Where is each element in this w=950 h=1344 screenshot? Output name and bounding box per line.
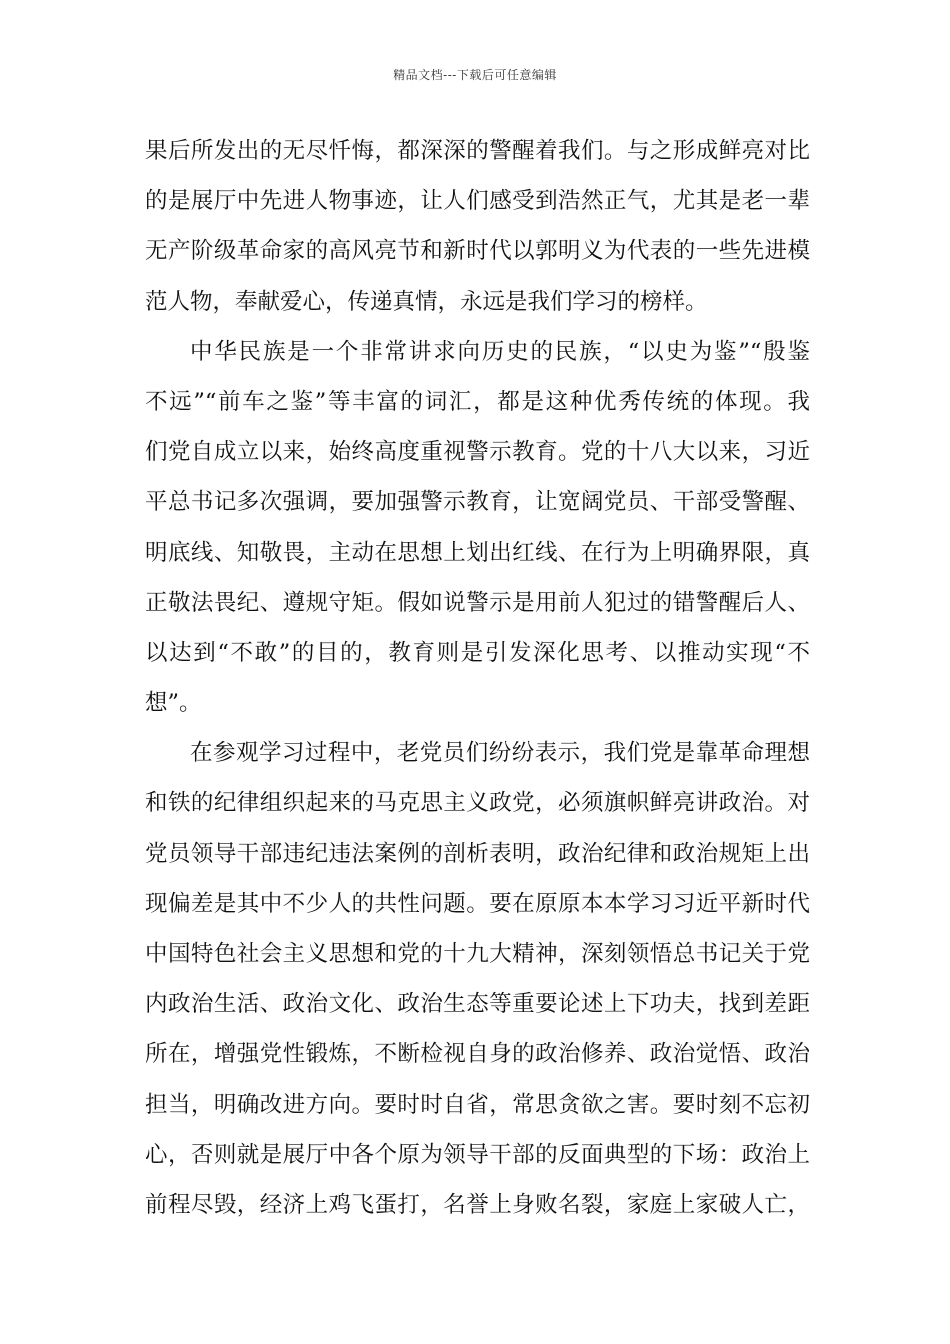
text-line: 们党自成立以来，始终高度重视警示教育。党的十八大以来，习近 bbox=[145, 439, 810, 466]
text-line: 党员领导干部违纪违法案例的剖析表明，政治纪律和政治规矩上出 bbox=[145, 840, 810, 867]
text-line: 以达到“不敢”的目的，教育则是引发深化思考、以推动实现“不 bbox=[145, 639, 810, 666]
text-line: 想”。 bbox=[145, 690, 202, 717]
text-line: 中国特色社会主义思想和党的十九大精神，深刻领悟总书记关于党 bbox=[145, 941, 810, 967]
text-line: 不远”“前车之鉴”等丰富的词汇，都是这种优秀传统的体现。我 bbox=[145, 388, 810, 415]
text-line: 内政治生活、政治文化、政治生态等重要论述上下功夫，找到差距 bbox=[145, 991, 810, 1018]
text-line: 前程尽毁，经济上鸡飞蛋打，名誉上身败名裂，家庭上家破人亡， bbox=[145, 1191, 810, 1218]
text-line: 范人物，奉献爱心，传递真情，永远是我们学习的榜样。 bbox=[145, 288, 708, 315]
text-line: 果后所发出的无尽忏悔，都深深的警醒着我们。与之形成鲜亮对比 bbox=[145, 138, 810, 164]
text-line: 中华民族是一个非常讲求向历史的民族，“以史为鉴”“殷鉴 bbox=[190, 338, 810, 365]
document-body bbox=[145, 132, 810, 1236]
text-line: 和铁的纪律组织起来的马克思主义政党，必须旗帜鲜亮讲政治。对 bbox=[145, 790, 810, 817]
text-line: 在参观学习过程中，老党员们纷纷表示，我们党是靠革命理想 bbox=[190, 740, 810, 767]
text-line: 明底线、知敬畏，主动在思想上划出红线、在行为上明确界限，真 bbox=[145, 539, 810, 566]
text-line: 现偏差是其中不少人的共性问题。要在原原本本学习习近平新时代 bbox=[145, 890, 810, 917]
text-line: 正敬法畏纪、遵规守矩。假如说警示是用前人犯过的错警醒后人、 bbox=[145, 589, 810, 616]
text-line: 担当，明确改进方向。要时时自省，常思贪欲之害。要时刻不忘初 bbox=[145, 1091, 810, 1118]
text-line: 无产阶级革命家的高风亮节和新时代以郭明义为代表的一些先进模 bbox=[145, 238, 810, 265]
text-line: 所在，增强党性锻炼，不断检视自身的政治修养、政治觉悟、政治 bbox=[145, 1041, 810, 1068]
text-line: 心，否则就是展厅中各个原为领导干部的反面典型的下场：政治上 bbox=[145, 1141, 810, 1168]
text-line: 的是展厅中先进人物事迹，让人们感受到浩然正气，尤其是老一辈 bbox=[145, 188, 810, 215]
text-line: 平总书记多次强调，要加强警示教育，让宽阔党员、干部受警醒、 bbox=[145, 489, 810, 516]
page-header: 精品文档---下载后可任意编辑 bbox=[393, 68, 557, 82]
